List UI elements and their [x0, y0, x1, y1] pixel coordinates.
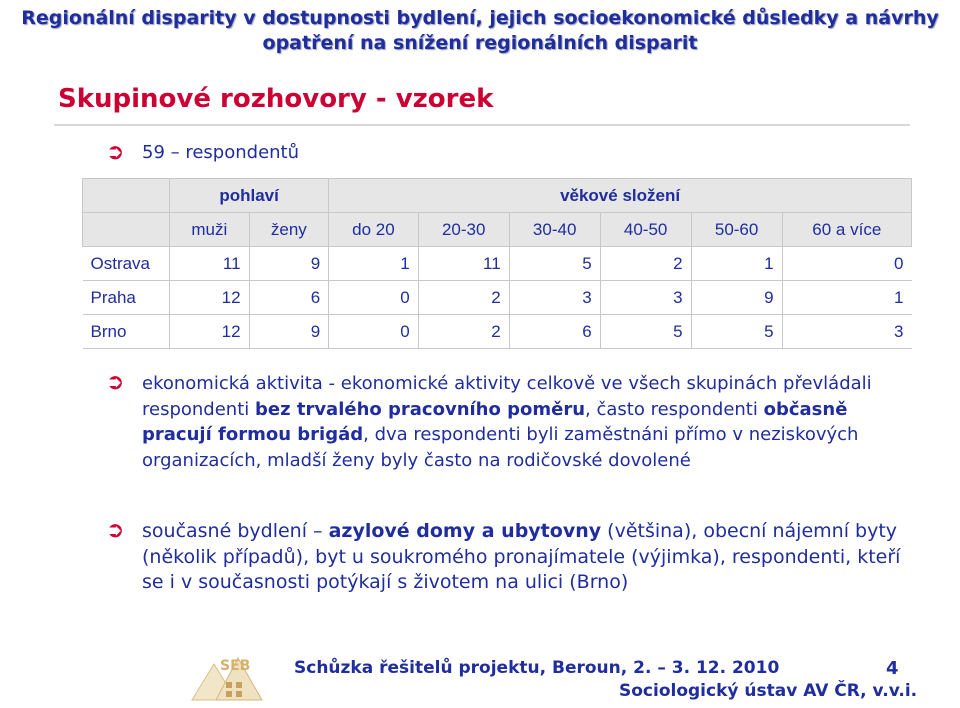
- economic-text-3: , dva respondenti byli zaměstnáni přímo v neziskových organizacích, mladší ženy byly často na rodičovské dovolené: [142, 424, 859, 471]
- bullet-respondents: 59 – respondentů: [142, 142, 300, 163]
- arrow-bullet-icon: ➲: [106, 370, 125, 395]
- economic-text-2: , často respondenti: [585, 398, 764, 420]
- housing-text-1: současné bydlení –: [142, 520, 329, 542]
- page-number: 4: [886, 658, 899, 679]
- column-header: muži: [170, 213, 250, 247]
- table-cell: 12: [170, 281, 250, 315]
- table-group-header-row: [83, 179, 912, 213]
- housing-bold-1: azylové domy a ubytovny: [328, 520, 602, 542]
- sample-table: [82, 178, 912, 349]
- economic-text-1: ekonomická aktivita - ekonomické aktivity celkově ve všech skupinách převládali respondenti: [142, 373, 872, 420]
- column-header: 40-50: [600, 213, 691, 247]
- economic-bold-1: bez trvalého pracovního poměru: [255, 398, 586, 420]
- table-cell: 5: [600, 315, 691, 349]
- column-header: 20-30: [418, 213, 509, 247]
- housing-text-2: (většina), obecní nájemní byty (několik případů), byt u soukromého pronajímatele (výjimka), respondenti, kteří se i v současnosti potýkají s životem na ulici (Brno): [142, 520, 901, 593]
- table-cell: 2: [418, 315, 509, 349]
- institute-logo: [186, 648, 286, 704]
- table-column-header-row: [83, 213, 912, 247]
- header-title-line1: Regionální disparity v dostupnosti bydlení, jejich socioekonomické důsledky a návrhy: [21, 7, 939, 29]
- footer-institute: Sociologický ústav AV ČR, v.v.i.: [619, 681, 918, 701]
- table-cell: 0: [782, 247, 911, 281]
- table-cell: 5: [691, 315, 782, 349]
- bullet-housing: [142, 519, 912, 596]
- column-header: 30-40: [509, 213, 600, 247]
- arrow-bullet-icon: ➲: [106, 140, 125, 165]
- table-cell: 2: [418, 281, 509, 315]
- table-corner-cell: [83, 213, 170, 247]
- column-header: do 20: [329, 213, 419, 247]
- table-cell: 6: [509, 315, 600, 349]
- table-cell: 1: [782, 281, 911, 315]
- table-cell: 6: [249, 281, 329, 315]
- table-cell: 11: [170, 247, 250, 281]
- table-cell: 0: [329, 315, 419, 349]
- svg-text:SEB: SEB: [220, 658, 251, 674]
- table-cell: 11: [418, 247, 509, 281]
- table-cell: 0: [329, 281, 419, 315]
- table-cell: 1: [691, 247, 782, 281]
- table-cell: 2: [600, 247, 691, 281]
- table-cell: 9: [249, 315, 329, 349]
- table-row: [83, 247, 912, 281]
- economic-bold-2: občasně pracují formou brigád: [142, 398, 848, 445]
- slide-header: [0, 0, 960, 72]
- column-header: 60 a více: [782, 213, 911, 247]
- row-city: Ostrava: [83, 247, 170, 281]
- bullet-economic-activity: [142, 371, 902, 473]
- arrow-bullet-icon: ➲: [106, 518, 125, 543]
- footer-meeting: Schůzka řešitelů projektu, Beroun, 2. – 3. 12. 2010: [294, 658, 780, 678]
- group-header-gender: pohlaví: [170, 179, 329, 213]
- title-bar: [54, 78, 910, 126]
- table-cell: 5: [509, 247, 600, 281]
- group-header-age: věkové složení: [329, 179, 912, 213]
- column-header: 50-60: [691, 213, 782, 247]
- row-city: Praha: [83, 281, 170, 315]
- table-cell: 3: [782, 315, 911, 349]
- table-row: [83, 281, 912, 315]
- header-title-line2: opatření na snížení regionálních disparit: [262, 32, 698, 54]
- table-cell: 9: [249, 247, 329, 281]
- table-cell: 3: [509, 281, 600, 315]
- column-header: ženy: [249, 213, 329, 247]
- table-corner-cell: [83, 179, 170, 213]
- table-cell: 9: [691, 281, 782, 315]
- row-city: Brno: [83, 315, 170, 349]
- table-cell: 1: [329, 247, 419, 281]
- table-cell: 3: [600, 281, 691, 315]
- slide-title: Skupinové rozhovory - vzorek: [58, 84, 494, 114]
- table-row: [83, 315, 912, 349]
- table-cell: 12: [170, 315, 250, 349]
